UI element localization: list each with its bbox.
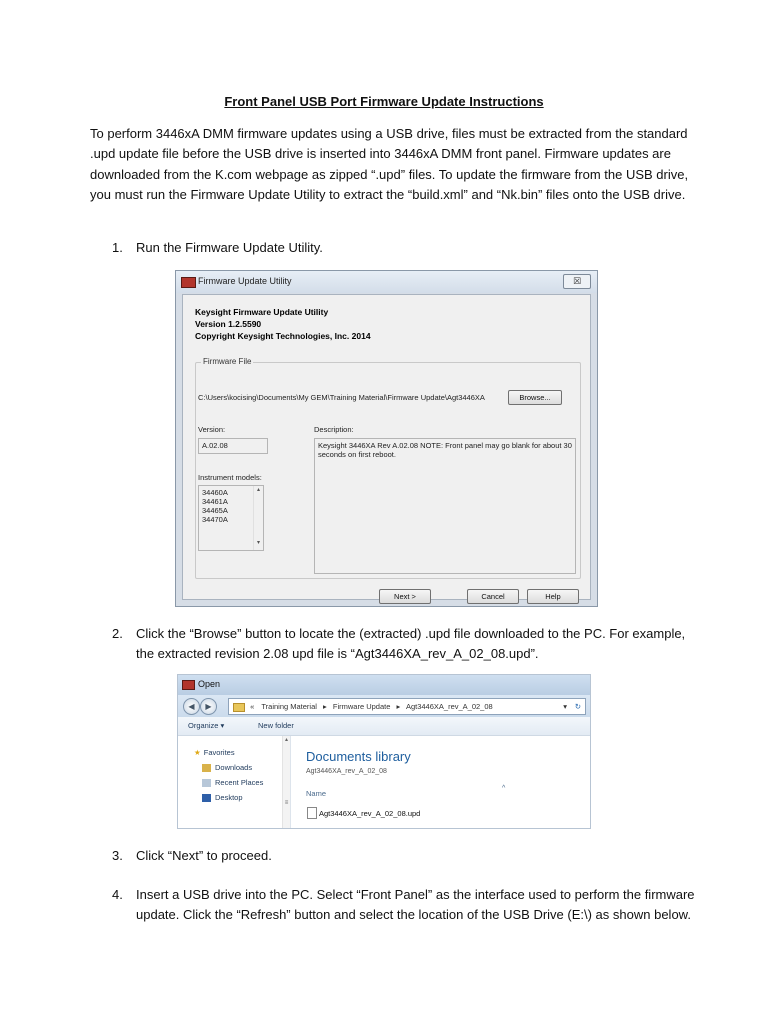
app-version: Version 1.2.5590 [195,319,262,329]
file-content-pane [302,736,590,828]
breadcrumb-lead: « [250,702,255,711]
scroll-down-icon[interactable]: ▾ [256,540,260,546]
step-number: 4. [112,887,123,902]
nav-item-label: Recent Places [215,778,264,787]
app-icon [182,680,195,690]
favorites-item[interactable] [194,748,235,757]
window-title: Open [198,679,221,689]
name-column-header[interactable]: Name [306,789,327,798]
step-text: Run the Firmware Update Utility. [136,240,323,255]
scroll-up-icon[interactable]: ▴ [256,487,260,493]
description-value: Keysight 3446XA Rev A.02.08 NOTE: Front panel may go blank for about 30 seconds on first reboot. [314,438,576,574]
version-label: Version: [198,425,226,434]
app-copyright: Copyright Keysight Technologies, Inc. 2014 [195,331,371,341]
new-folder-button[interactable]: New folder [258,721,294,730]
nav-item-label: Desktop [215,793,243,802]
models-scrollbar[interactable] [253,486,263,550]
file-list-item[interactable]: Agt3446XA_rev_A_02_08.upd [319,809,421,818]
cancel-button[interactable]: Cancel [467,589,519,604]
app-name: Keysight Firmware Update Utility [195,307,329,317]
dialog-client-area [182,294,591,600]
scroll-grip-icon[interactable]: ≡ [284,800,289,806]
library-title: Documents library [306,749,411,764]
downloads-folder-icon [202,764,211,772]
command-bar [178,717,590,736]
model-item: 34465A [202,506,228,515]
step-number: 1. [112,240,123,255]
firmware-file-group-label: Firmware File [203,357,252,366]
browse-button[interactable]: Browse... [508,390,562,405]
model-item: 34470A [202,515,228,524]
refresh-icon[interactable]: ↻ [574,702,581,711]
organize-menu[interactable]: Organize ▾ [188,721,225,730]
navigation-bar [178,695,590,717]
intro-paragraph: To perform 3446xA DMM firmware updates using a USB drive, files must be extracted from the standard .upd update file before the USB drive is inserted into 3446xA DMM front panel. Firmware updates are downloaded from the K.com webpage as zipped “.upd” files. To update the firmware from the USB drive, you must run the Firmware Update Utility to extract the “build.xml” and “Nk.bin” files onto the USB drive. [90,126,689,202]
nav-item-recent-places[interactable] [202,778,263,787]
step-text: Insert a USB drive into the PC. Select “Front Panel” as the interface used to perform the firmware update. Click the “Refresh” button and select the location of the USB Drive (E:\) as shown below. [136,887,695,923]
scroll-up-icon[interactable]: ▴ [284,737,288,743]
back-icon[interactable]: ◀ [183,698,200,715]
folder-icon [233,703,245,712]
step-number: 3. [112,848,123,863]
window-titlebar [178,675,590,695]
step-text: Click the “Browse” button to locate the (extracted) .upd file downloaded to the PC. For example, the extracted revision 2.08 upd file is “Agt3446XA_rev_A_02_08.upd”. [136,626,686,662]
desktop-icon [202,794,211,802]
library-subtitle: Agt3446XA_rev_A_02_08 [306,768,387,775]
window-title: Firmware Update Utility [198,276,292,286]
nav-pane-scrollbar[interactable] [282,736,290,828]
file-path-field[interactable]: C:\Users\kocising\Documents\My GEM\Training Material\Firmware Update\Agt3446XA [198,393,485,402]
step-text: Click “Next” to proceed. [136,848,272,863]
close-button[interactable]: ☒ [563,274,591,289]
step-number: 2. [112,626,123,641]
version-value: A.02.08 [198,438,268,454]
address-dropdown-icon[interactable]: ▾ [563,702,567,711]
instrument-models-list[interactable] [198,485,264,551]
nav-item-desktop[interactable] [202,793,243,802]
breadcrumb-item[interactable]: Agt3446XA_rev_A_02_08 [405,702,493,711]
favorites-label: Favorites [203,748,235,757]
breadcrumb-item[interactable]: Firmware Update [332,702,391,711]
document-title: Front Panel USB Port Firmware Update Instructions [224,94,544,109]
app-icon [181,277,196,288]
breadcrumb-separator-icon: ▸ [323,702,327,711]
nav-item-downloads[interactable] [202,763,252,772]
breadcrumb-separator-icon: ▸ [396,702,401,711]
sort-arrow-icon: ^ [502,785,506,792]
star-icon: ★ [194,748,201,757]
next-button[interactable]: Next > [379,589,431,604]
navigation-pane [178,736,291,828]
instrument-models-label: Instrument models: [198,473,262,482]
model-item: 34460A [202,488,228,497]
help-button[interactable]: Help [527,589,579,604]
file-icon [307,807,317,819]
firmware-update-utility-dialog [175,270,598,607]
recent-places-icon [202,779,211,787]
window-titlebar [176,271,597,293]
description-label: Description: [314,425,354,434]
model-item: 34461A [202,497,228,506]
breadcrumb-item[interactable]: Training Material [261,702,317,711]
forward-icon[interactable]: ▶ [200,698,217,715]
nav-item-label: Downloads [215,763,253,772]
address-bar[interactable] [228,698,586,715]
open-file-dialog [177,674,591,829]
